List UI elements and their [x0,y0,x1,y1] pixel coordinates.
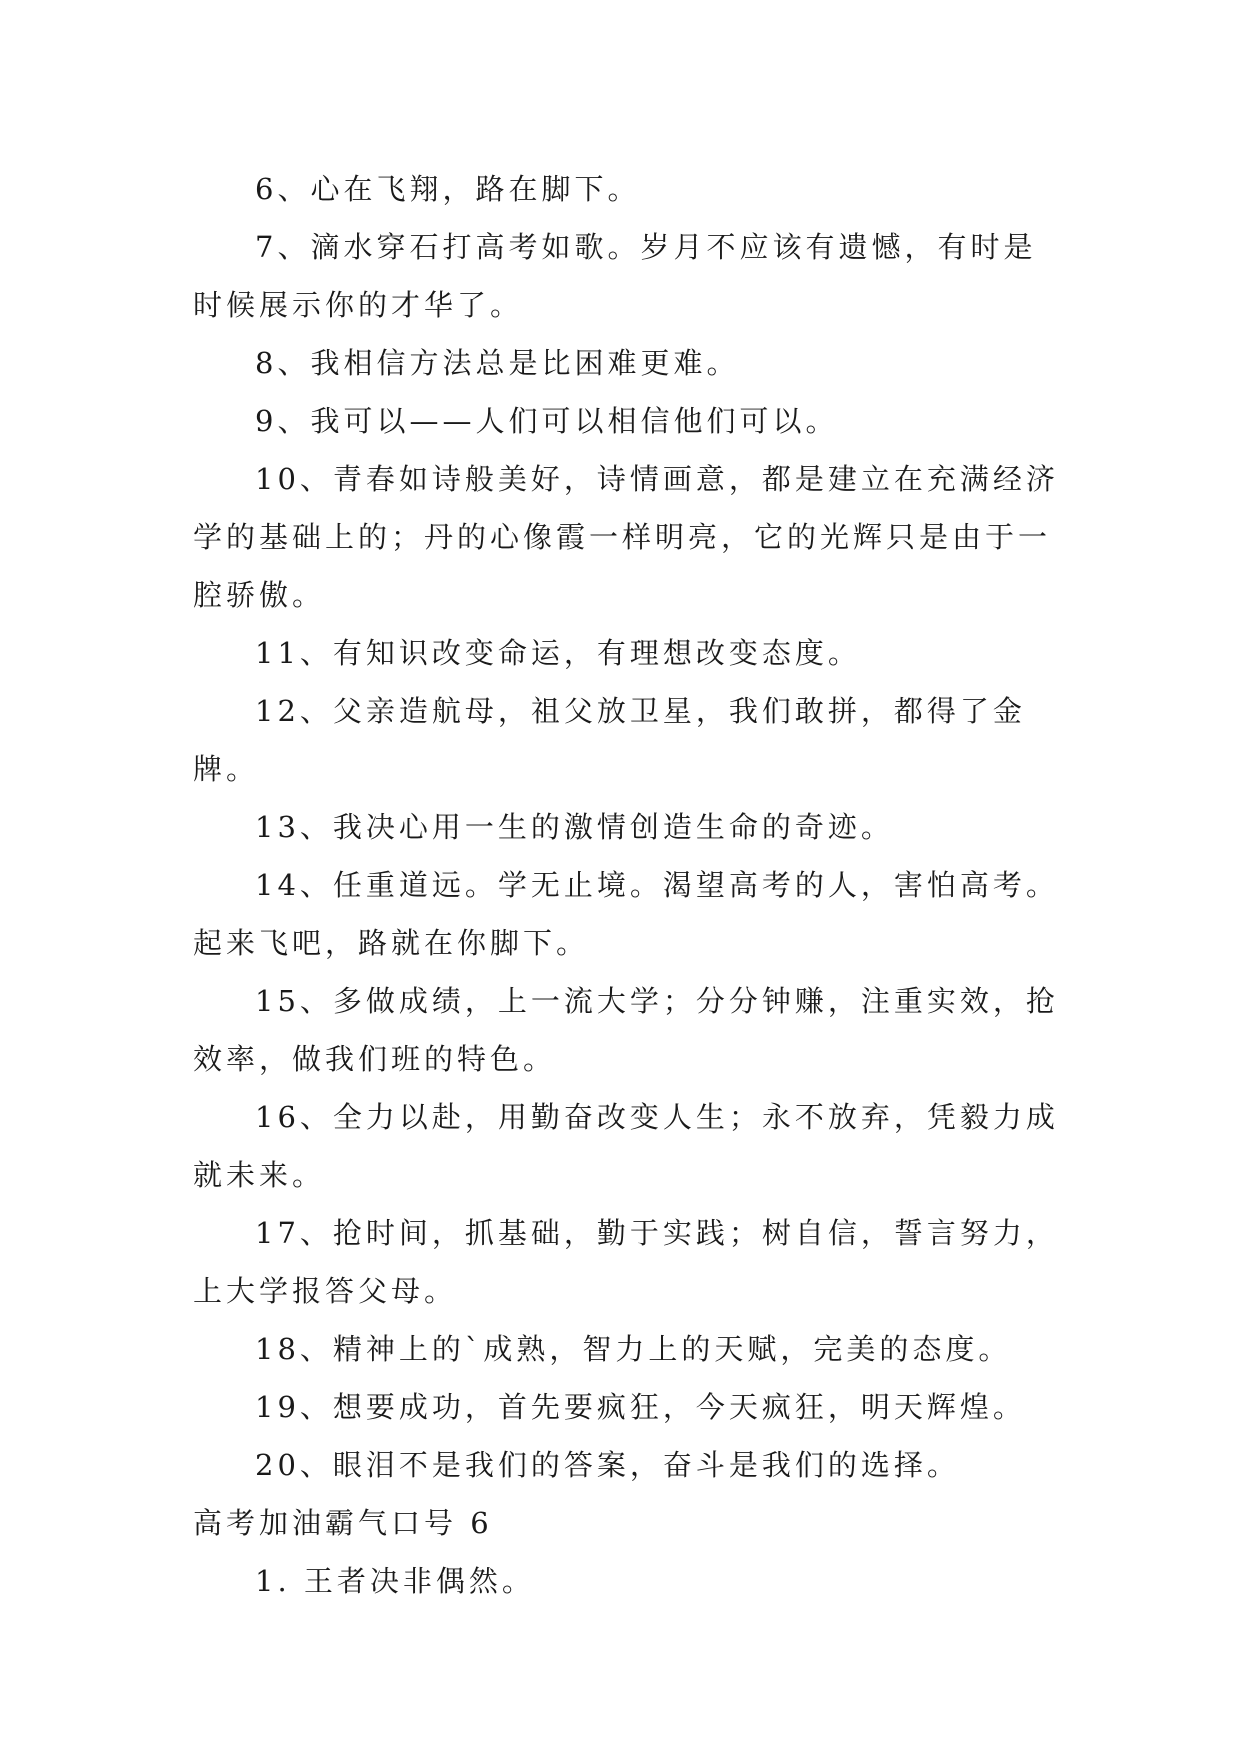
list-item: 18、精神上的`成熟，智力上的天赋，完美的态度。 [255,1332,1012,1366]
list-item: 1. 王者决非偶然。 [255,1564,535,1598]
document-body [193,160,1063,1610]
list-item: 20、眼泪不是我们的答案，奋斗是我们的选择。 [255,1448,960,1482]
list-item: 11、有知识改变命运，有理想改变态度。 [255,636,861,670]
list-item: 8、我相信方法总是比困难更难。 [255,346,740,380]
list-item: 17、抢时间，抓基础，勤于实践；树自信，誓言努力，上大学报答父母。 [193,1216,1059,1308]
list-item: 15、多做成绩，上一流大学；分分钟赚，注重实效，抢效率，做我们班的特色。 [193,984,1059,1076]
list-item: 12、父亲造航母，祖父放卫星，我们敢拼，都得了金牌。 [193,694,1026,786]
list-item: 14、任重道远。学无止境。渴望高考的人，害怕高考。起来飞吧，路就在你脚下。 [193,868,1059,960]
list-item: 19、想要成功，首先要疯狂，今天疯狂，明天辉煌。 [255,1390,1026,1424]
section-heading: 高考加油霸气口号 6 [193,1506,493,1540]
list-item: 9、我可以——人们可以相信他们可以。 [255,404,839,438]
list-item: 16、全力以赴，用勤奋改变人生；永不放弃，凭毅力成就未来。 [193,1100,1059,1192]
list-item: 7、滴水穿石打高考如歌。岁月不应该有遗憾，有时是时候展示你的才华了。 [193,230,1037,322]
list-item: 13、我决心用一生的激情创造生命的奇迹。 [255,810,894,844]
list-item: 6、心在飞翔，路在脚下。 [255,172,641,206]
list-item: 10、青春如诗般美好，诗情画意，都是建立在充满经济学的基础上的；丹的心像霞一样明亮，它的光辉只是由于一腔骄傲。 [193,462,1059,612]
